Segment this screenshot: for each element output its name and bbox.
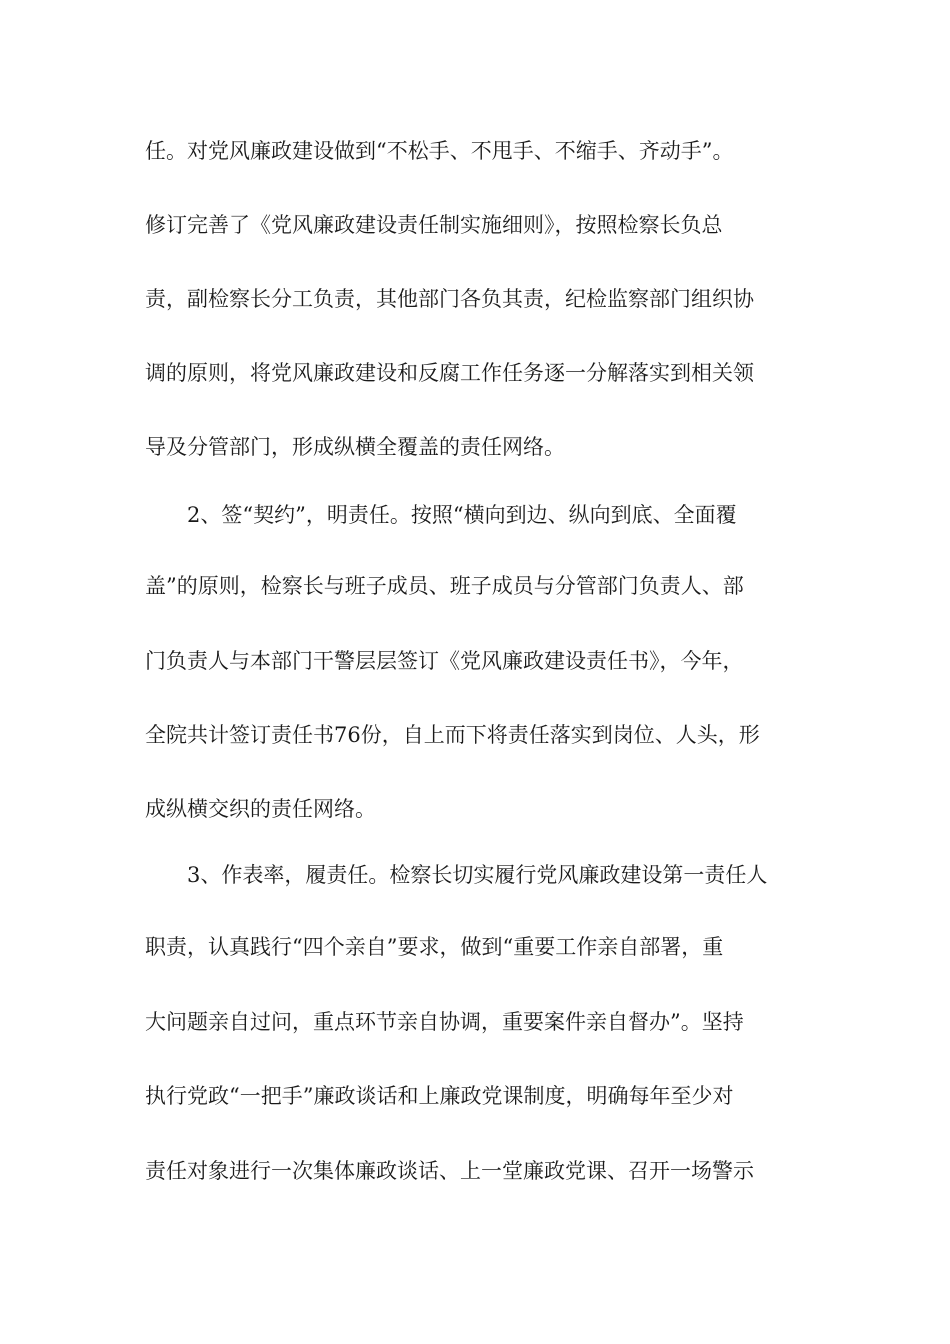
text-line: 责，副检察长分工负责，其他部门各负其责，纪检监察部门组织协 — [145, 287, 754, 311]
text-line: 责任对象进行一次集体廉政谈话、上一堂廉政党课、召开一场警示 — [145, 1159, 754, 1183]
text-line: 门负责人与本部门干警层层签订《党风廉政建设责任书》，今年， — [145, 649, 744, 673]
text-line: 任。对党风廉政建设做到“不松手、不甩手、不缩手、齐动手”。 — [145, 139, 734, 163]
text-line: 导及分管部门，形成纵横全覆盖的责任网络。 — [145, 435, 565, 459]
text-line: 修订完善了《党风廉政建设责任制实施细则》，按照检察长负总 — [145, 213, 723, 237]
text-line: 成纵横交织的责任网络。 — [145, 797, 376, 821]
text-line: 全院共计签订责任书76份，自上而下将责任落实到岗位、人头，形 — [145, 723, 760, 747]
text-line: 职责，认真践行“四个亲自”要求，做到“重要工作亲自部署，重 — [145, 935, 724, 959]
paragraph-start-line: 2、签“契约”，明责任。按照“横向到边、纵向到底、全面覆 — [187, 503, 737, 527]
text-line: 盖”的原则，检察长与班子成员、班子成员与分管部门负责人、部 — [145, 574, 744, 598]
text-line: 执行党政“一把手”廉政谈话和上廉政党课制度，明确每年至少对 — [145, 1084, 734, 1108]
text-line: 大问题亲自过问，重点环节亲自协调，重要案件亲自督办”。坚持 — [145, 1010, 744, 1034]
text-line: 调的原则，将党风廉政建设和反腐工作任务逐一分解落实到相关领 — [145, 361, 754, 385]
paragraph-start-line: 3、作表率，履责任。检察长切实履行党风廉政建设第一责任人 — [187, 863, 768, 887]
